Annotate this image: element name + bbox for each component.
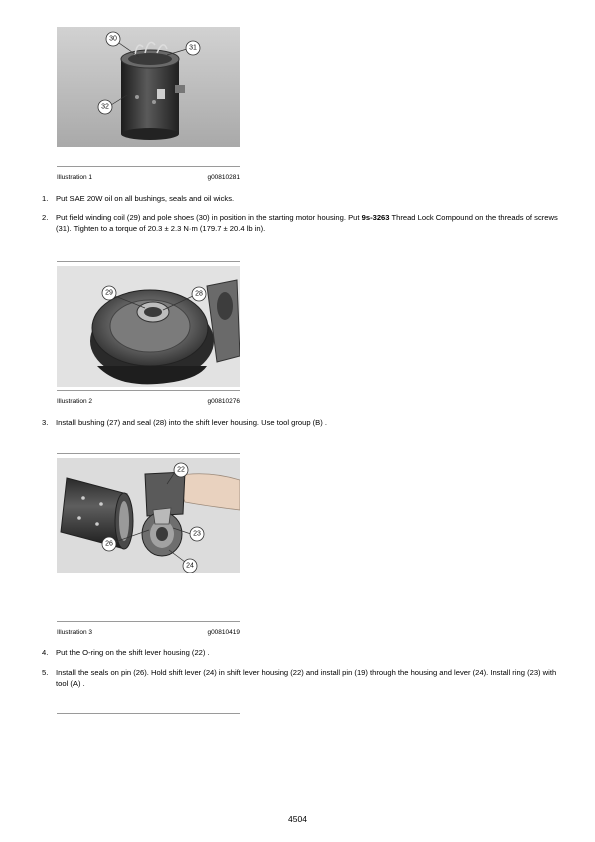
step-number: 3. [42,418,49,427]
figure-1-caption [57,174,240,181]
step-text: Put SAE 20W oil on all bushings, seals and oil wicks. [56,194,235,203]
step-number: 2. [42,213,49,222]
figure-3-code: g00810419 [207,629,240,636]
svg-text:23: 23 [193,530,201,538]
figure-3-label: Illustration 3 [57,629,93,636]
figure-3-caption [57,629,240,636]
step-4 [42,648,562,659]
svg-text:24: 24 [186,562,194,570]
figure-2-code: g00810276 [207,398,240,405]
step-number: 4. [42,648,49,657]
page-number: 4504 [288,814,307,824]
svg-text:30: 30 [109,35,117,43]
svg-text:26: 26 [105,540,113,548]
svg-text:22: 22 [177,466,185,474]
step-text: Install bushing (27) and seal (28) into the shift lever housing. Use tool group (B) . [56,418,327,427]
step-text: Put the O-ring on the shift lever housing (22) . [56,648,210,657]
figure-1-rule [57,166,240,167]
svg-text:31: 31 [189,44,197,52]
step-text: Install the seals on pin (26). Hold shift lever (24) in shift lever housing (22) and install pin (19) through the housing and lever (24). Install ring (23) with tool (A) . [56,668,557,688]
step-number: 1. [42,194,49,203]
illustration-2-photo [57,266,240,387]
step-5 [42,668,562,689]
figure-2-rule [57,390,240,391]
figure-2-top-rule [57,261,240,262]
step-3 [42,418,562,429]
figure-1-label: Illustration 1 [57,174,93,181]
illustration-3-photo [57,458,240,573]
svg-text:32: 32 [101,103,109,111]
figure-1-code: g00810281 [207,174,240,181]
figure-3-rule [57,621,240,622]
svg-text:28: 28 [195,290,203,298]
part-number: 9s-3263 [361,213,390,222]
step-2 [42,213,562,234]
figure-4-top-rule [57,713,240,714]
step-number: 5. [42,668,49,677]
figure-2-label: Illustration 2 [57,398,93,405]
step-text: Put field winding coil (29) and pole shoes (30) in position in the starting motor housing. Put 9s-3263 Thread Lock Compound on the threads of screws (31). Tighten to a torque of 20.3 ± 2.3 N·m (179.7 ± 20.4 lb in). [56,213,558,233]
figure-2-caption [57,398,240,405]
figure-3-top-rule [57,453,240,454]
step-1 [42,194,562,205]
illustration-1-photo [57,27,240,147]
svg-text:29: 29 [105,289,113,297]
